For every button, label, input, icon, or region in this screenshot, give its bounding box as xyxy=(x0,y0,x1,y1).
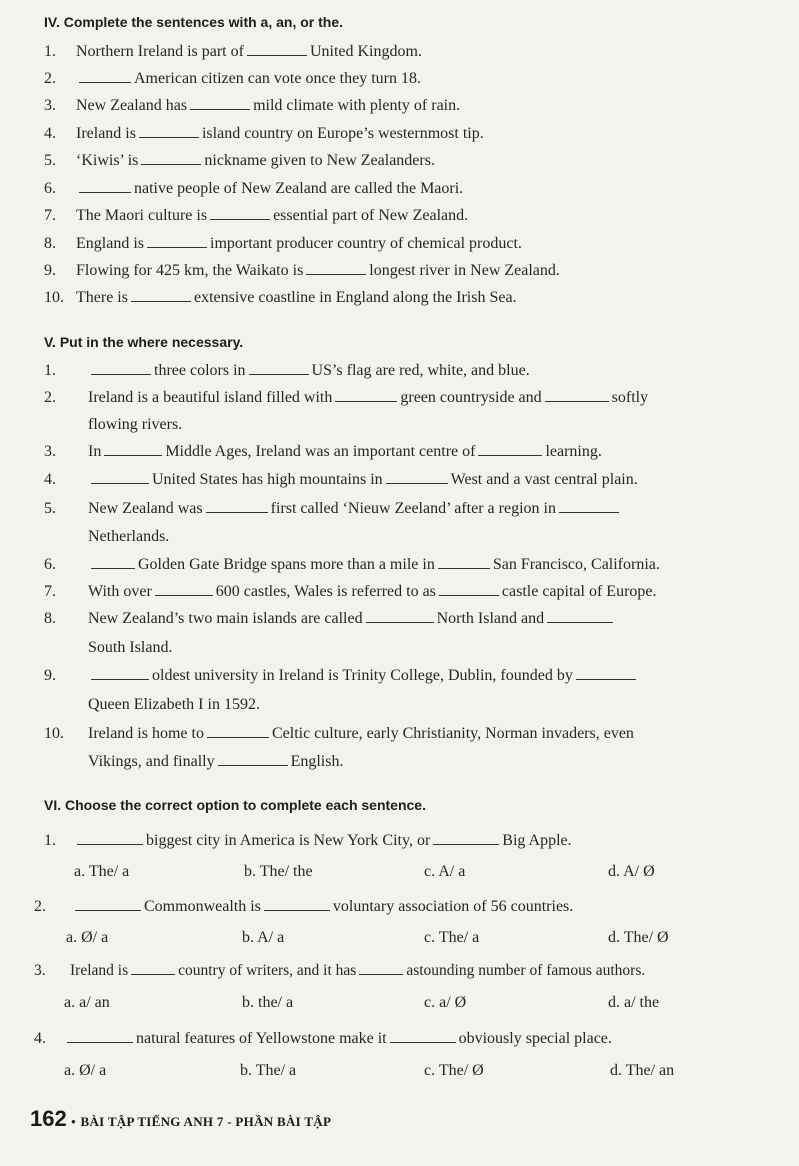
answer-blank[interactable] xyxy=(306,273,366,275)
list-item-continuation: Vikings, and finally English. xyxy=(88,753,344,770)
question: 1. biggest city in America is New York City, or Big Apple. xyxy=(44,832,572,849)
answer-blank[interactable] xyxy=(439,594,499,596)
list-item: 5. New Zealand was first called ‘Nieuw Zeeland’ after a region in xyxy=(44,500,622,518)
list-item-continuation: South Island. xyxy=(88,639,173,656)
list-item: 7. The Maori culture is essential part of New Zealand. xyxy=(44,207,469,224)
answer-blank[interactable] xyxy=(139,136,199,138)
answer-blank[interactable] xyxy=(206,511,268,513)
list-item: 9. Flowing for 425 km, the Waikato is longest river in New Zealand. xyxy=(44,262,560,279)
answer-blank[interactable] xyxy=(131,300,191,302)
answer-blank[interactable] xyxy=(131,973,175,975)
answer-blank[interactable] xyxy=(438,567,490,569)
answer-blank[interactable] xyxy=(79,81,131,83)
answer-blank[interactable] xyxy=(218,764,288,766)
list-item: 4. United States has high mountains in West and a vast central plain. xyxy=(44,471,638,488)
option-b[interactable]: b. A/ a xyxy=(242,929,285,946)
answer-blank[interactable] xyxy=(366,621,434,623)
answer-blank[interactable] xyxy=(91,678,149,680)
list-item: 6. Golden Gate Bridge spans more than a mile in San Francisco, California. xyxy=(44,556,660,573)
answer-blank[interactable] xyxy=(77,843,143,845)
list-item: 1. three colors in US’s flag are red, white, and blue. xyxy=(44,362,530,379)
footer-bullet: • xyxy=(71,1114,77,1129)
option-a[interactable]: a. Ø/ a xyxy=(64,1062,107,1079)
option-b[interactable]: b. The/ the xyxy=(244,863,313,880)
answer-blank[interactable] xyxy=(545,400,609,402)
answer-blank[interactable] xyxy=(386,482,448,484)
list-item-continuation: Netherlands. xyxy=(88,528,170,545)
option-c[interactable]: c. The/ a xyxy=(424,929,480,946)
answer-blank[interactable] xyxy=(75,909,141,911)
answer-blank[interactable] xyxy=(67,1041,133,1043)
option-c[interactable]: c. The/ Ø xyxy=(424,1062,484,1079)
question: 3. Ireland is country of writers, and it has astounding number of famous authors. xyxy=(34,962,646,979)
option-b[interactable]: b. the/ a xyxy=(242,994,294,1011)
list-item: 5. ‘Kiwis’ is nickname given to New Zealanders. xyxy=(44,152,435,169)
list-item: 2. Ireland is a beautiful island filled with green countryside and softly xyxy=(44,389,649,406)
list-item: 3. New Zealand has mild climate with plenty of rain. xyxy=(44,97,461,114)
answer-blank[interactable] xyxy=(335,400,397,402)
answer-blank[interactable] xyxy=(264,909,330,911)
option-d[interactable]: d. The/ an xyxy=(610,1062,675,1079)
option-a[interactable]: a. The/ a xyxy=(74,863,130,880)
answer-blank[interactable] xyxy=(207,736,269,738)
list-item: 8. England is important producer country of chemical product. xyxy=(44,235,522,252)
list-item: 7. With over 600 castles, Wales is referred to as castle capital of Europe. xyxy=(44,583,657,600)
answer-blank[interactable] xyxy=(433,843,499,845)
list-item: 1. Northern Ireland is part of United Kingdom. xyxy=(44,43,422,60)
option-d[interactable]: d. A/ Ø xyxy=(608,863,655,880)
list-item: 8. New Zealand’s two main islands are called North Island and xyxy=(44,610,616,628)
section-v-heading: V. Put in the where necessary. xyxy=(44,334,244,350)
answer-blank[interactable] xyxy=(91,567,135,569)
option-d[interactable]: d. The/ Ø xyxy=(608,929,669,946)
list-item: 10. Ireland is home to Celtic culture, early Christianity, Norman invaders, even xyxy=(44,725,634,742)
answer-blank[interactable] xyxy=(141,163,201,165)
list-item: 3. In Middle Ages, Ireland was an important centre of learning. xyxy=(44,443,602,460)
option-c[interactable]: c. a/ Ø xyxy=(424,994,467,1011)
answer-blank[interactable] xyxy=(91,482,149,484)
answer-blank[interactable] xyxy=(147,246,207,248)
answer-blank[interactable] xyxy=(359,973,403,975)
list-item: 4. Ireland is island country on Europe’s westernmost tip. xyxy=(44,125,484,142)
list-item: 6. native people of New Zealand are called the Maori. xyxy=(44,180,464,197)
answer-blank[interactable] xyxy=(91,373,151,375)
section-vi-heading: VI. Choose the correct option to complete each sentence. xyxy=(44,797,426,813)
list-item: 2. American citizen can vote once they turn 18. xyxy=(44,70,421,87)
list-item: 9. oldest university in Ireland is Trinity College, Dublin, founded by xyxy=(44,667,639,685)
answer-blank[interactable] xyxy=(247,54,307,56)
answer-blank[interactable] xyxy=(155,594,213,596)
answer-blank[interactable] xyxy=(104,454,162,456)
answer-blank[interactable] xyxy=(547,621,613,623)
question: 2. Commonwealth is voluntary association of 56 countries. xyxy=(34,898,574,915)
option-c[interactable]: c. A/ a xyxy=(424,863,466,880)
answer-blank[interactable] xyxy=(210,218,270,220)
option-d[interactable]: d. a/ the xyxy=(608,994,660,1011)
answer-blank[interactable] xyxy=(190,108,250,110)
option-b[interactable]: b. The/ a xyxy=(240,1062,297,1079)
answer-blank[interactable] xyxy=(559,511,619,513)
page-number: 162 xyxy=(30,1106,67,1131)
option-a[interactable]: a. a/ an xyxy=(64,994,110,1011)
list-item: 10. There is extensive coastline in England along the Irish Sea. xyxy=(44,289,517,306)
answer-blank[interactable] xyxy=(249,373,309,375)
section-iv-heading: IV. Complete the sentences with a, an, or the. xyxy=(44,14,344,30)
list-item-continuation: Queen Elizabeth I in 1592. xyxy=(88,696,260,713)
question: 4. natural features of Yellowstone make it obviously special place. xyxy=(34,1030,612,1047)
answer-blank[interactable] xyxy=(478,454,542,456)
option-a[interactable]: a. Ø/ a xyxy=(66,929,109,946)
list-item-continuation: flowing rivers. xyxy=(88,416,183,433)
answer-blank[interactable] xyxy=(576,678,636,680)
page-footer xyxy=(30,1106,331,1132)
answer-blank[interactable] xyxy=(390,1041,456,1043)
answer-blank[interactable] xyxy=(79,191,131,193)
book-title: BÀI TẬP TIẾNG ANH 7 - PHẦN BÀI TẬP xyxy=(80,1114,332,1129)
